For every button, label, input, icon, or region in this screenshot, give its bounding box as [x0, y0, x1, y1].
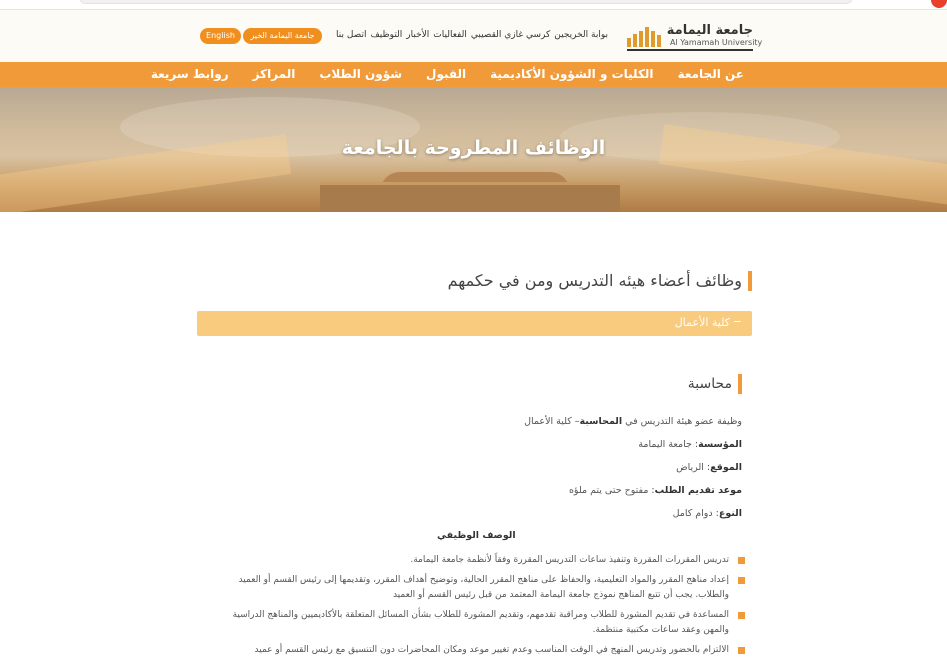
notification-dot[interactable] [931, 0, 947, 8]
university-logo[interactable] [627, 23, 763, 51]
job-location [676, 462, 742, 473]
list-item [215, 643, 745, 658]
logo-underline [627, 49, 753, 51]
org-value: : جامعة اليمامة [638, 439, 699, 450]
job-intro-field: المحاسبة [579, 416, 623, 427]
nav-item-colleges[interactable]: الكليات و الشؤون الأكاديمية [490, 67, 654, 81]
toplink-contact[interactable]: اتصل بنا [336, 30, 367, 40]
horizontal-scrollbar[interactable] [80, 0, 852, 4]
top-links [336, 30, 608, 40]
duties-list [215, 553, 745, 663]
toplink-alumni[interactable]: بوابة الخريجين [554, 30, 608, 40]
deadline-value: : مفتوح حتى يتم ملؤه [568, 485, 655, 496]
collapse-icon[interactable]: − [732, 315, 742, 328]
list-item [215, 608, 745, 638]
org-label: المؤسسة [698, 439, 742, 450]
section-title: وظائف أعضاء هيئه التدريس ومن في حكمهم [448, 271, 752, 291]
job-type [673, 508, 742, 519]
page-banner [0, 87, 947, 212]
nav-item-about[interactable]: عن الجامعة [677, 67, 744, 81]
duty-text: الالتزام بالحضور وتدريس المنهج في الوقت المناسب وعدم تغيير موعد ومكان المحاضرات دون التنسيق مع رئيس القسم أو عميد [254, 645, 729, 655]
location-value: : الرياض [676, 462, 711, 473]
job-deadline [569, 485, 742, 496]
nav-item-student-affairs[interactable]: شؤون الطلاب [319, 67, 403, 81]
nav-item-quick-links[interactable]: روابط سريعة [150, 67, 229, 81]
toplink-jobs[interactable]: التوظيف [370, 30, 403, 40]
toplink-news[interactable]: الأخبار [406, 30, 430, 40]
nav-item-admission[interactable]: القبول [426, 67, 467, 81]
toplink-chair[interactable]: كرسي غازي القصيبي [470, 30, 551, 40]
bullet-square-icon [738, 612, 745, 619]
english-language-button[interactable]: English [200, 28, 241, 44]
banner-building [320, 182, 620, 212]
site-header [0, 10, 947, 62]
nav-item-centers[interactable]: المراكز [252, 67, 296, 81]
bullet-square-icon [738, 647, 745, 654]
duty-text: إعداد مناهج المقرر والمواد التعليمية، والحفاظ على مناهج المقرر الحالية، وتوضيح أهداف المقرر، وتقديمها إلى رئيس القسم أو العميد والطلاب. يجب أن تتبع المناهج نموذج جامعة اليمامة المعتمد من قبل رئيس القسم أو العميد [238, 575, 729, 600]
job-description-heading: الوصف الوظيفي [437, 530, 516, 541]
page-title: الوظائف المطروحة بالجامعة [341, 137, 606, 159]
main-navigation [0, 62, 947, 87]
accordion-label[interactable]: كلية الأعمال [674, 316, 730, 329]
job-organization [638, 439, 742, 450]
bullet-square-icon [738, 557, 745, 564]
bullet-square-icon [738, 577, 745, 584]
duty-text: المساعدة في تقديم المشورة للطلاب ومراقبة تقدمهم، وتقديم المشورة للطلاب بشأن المسائل المتعلقة بالأكاديميين والمناهج الدراسية والمهن وعقد ساعات مكتبية منتظمة. [232, 610, 729, 635]
deadline-label: موعد تقديم الطلب [654, 485, 742, 496]
job-intro [524, 416, 742, 427]
type-value: : دوام كامل [672, 508, 719, 519]
job-title: محاسبة [688, 374, 742, 394]
location-label: الموقع [710, 462, 742, 473]
browser-top-strip [0, 0, 947, 10]
job-intro-pre: وظيفة عضو هيئة التدريس في [622, 416, 742, 427]
logo-bars-icon [627, 27, 665, 47]
job-intro-post: – كلية الأعمال [524, 416, 580, 427]
portal-button[interactable]: جامعة اليمامة الخير [243, 28, 322, 44]
logo-name-english: Al Yamamah University [670, 38, 763, 47]
accordion-college-business[interactable] [197, 311, 752, 336]
type-label: النوع [718, 508, 742, 519]
logo-name-arabic: جامعة اليمامة [666, 23, 753, 38]
list-item [215, 553, 745, 568]
duty-text: تدريس المقررات المقررة وتنفيذ ساعات التدريس المقررة وفقاً لأنظمة جامعة اليمامة. [410, 555, 729, 565]
toplink-events[interactable]: الفعاليات [433, 30, 467, 40]
list-item [215, 573, 745, 603]
